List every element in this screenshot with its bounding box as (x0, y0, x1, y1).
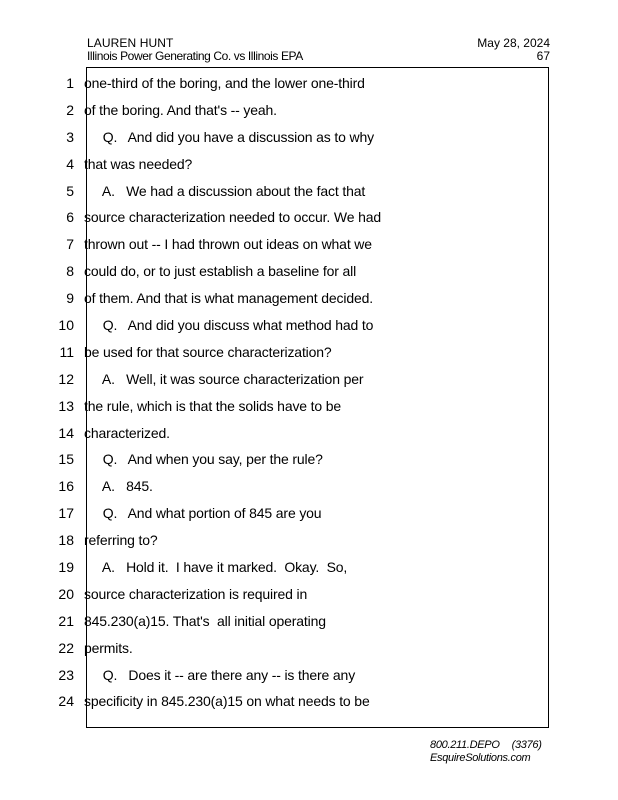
line-number: 19 (58, 559, 74, 576)
line-number: 14 (58, 424, 74, 441)
line-number: 20 (58, 585, 74, 602)
transcript-line: Q. And did you discuss what method had to (84, 317, 374, 334)
page-header-left (87, 37, 303, 63)
page-footer (430, 739, 542, 765)
transcript-line: 845.230(a)15. That's all initial operating (84, 612, 326, 629)
line-number: 5 (66, 182, 74, 199)
transcript-line: of them. And that is what management decided. (84, 290, 373, 307)
line-number: 7 (66, 236, 74, 253)
transcript-line: source characterization is required in (84, 585, 308, 602)
deposition-date: May 28, 2024 (477, 36, 550, 50)
line-number: 22 (58, 639, 74, 656)
transcript-line: A. Well, it was source characterization per (84, 370, 364, 387)
line-number: 18 (58, 532, 74, 549)
footer-phone-line (430, 739, 542, 752)
transcript-line: Q. And when you say, per the rule? (84, 451, 323, 468)
transcript-line: Q. Does it -- are there any -- is there any (84, 666, 356, 683)
transcript-line: thrown out -- I had thrown out ideas on what we (84, 236, 372, 253)
line-number: 3 (66, 128, 74, 145)
transcript-line: the rule, which is that the solids have to be (84, 397, 342, 414)
transcript-line: A. Hold it. I have it marked. Okay. So, (84, 559, 348, 576)
transcript-line: of the boring. And that's -- yeah. (84, 101, 277, 118)
line-number: 10 (58, 317, 74, 334)
footer-phone-code: (3376) (511, 739, 542, 751)
line-number: 13 (58, 397, 74, 414)
case-caption: Illinois Power Generating Co. vs Illinois EPA (87, 49, 303, 63)
page-number: 67 (536, 49, 550, 63)
line-number: 6 (66, 209, 74, 226)
transcript-line: characterized. (84, 424, 170, 441)
transcript-line: could do, or to just establish a baseline for all (84, 263, 357, 280)
line-number: 11 (59, 343, 74, 360)
transcript-line: that was needed? (84, 155, 193, 172)
line-number: 17 (58, 505, 74, 522)
line-number: 12 (58, 370, 74, 387)
transcript-line: specificity in 845.230(a)15 on what needs to be (84, 693, 370, 710)
line-number: 15 (58, 451, 74, 468)
transcript-line: referring to? (84, 532, 158, 549)
line-number: 9 (66, 290, 74, 307)
footer-phone: 800.211.DEPO (430, 739, 500, 751)
line-number: 1 (66, 75, 74, 91)
line-number: 4 (66, 155, 74, 172)
transcript-lines (84, 75, 544, 720)
transcript-line: Q. And did you have a discussion as to why (84, 128, 374, 145)
transcript-line: permits. (84, 639, 133, 656)
transcript-line: Q. And what portion of 845 are you (84, 505, 322, 522)
transcript-line: one-third of the boring, and the lower one-third (84, 75, 365, 91)
line-number: 23 (58, 666, 74, 683)
witness-name: LAUREN HUNT (87, 36, 174, 50)
line-number: 24 (58, 693, 74, 710)
line-number: 2 (66, 101, 74, 118)
line-number-column (50, 75, 74, 720)
line-number: 8 (66, 263, 74, 280)
page-header-right (477, 37, 550, 63)
line-number: 21 (58, 612, 74, 629)
footer-website: EsquireSolutions.com (430, 752, 531, 764)
transcript-line: be used for that source characterization? (84, 343, 332, 360)
transcript-line: source characterization needed to occur. We had (84, 209, 381, 226)
transcript-line: A. We had a discussion about the fact that (84, 182, 366, 199)
transcript-line: A. 845. (84, 478, 153, 495)
line-number: 16 (58, 478, 74, 495)
